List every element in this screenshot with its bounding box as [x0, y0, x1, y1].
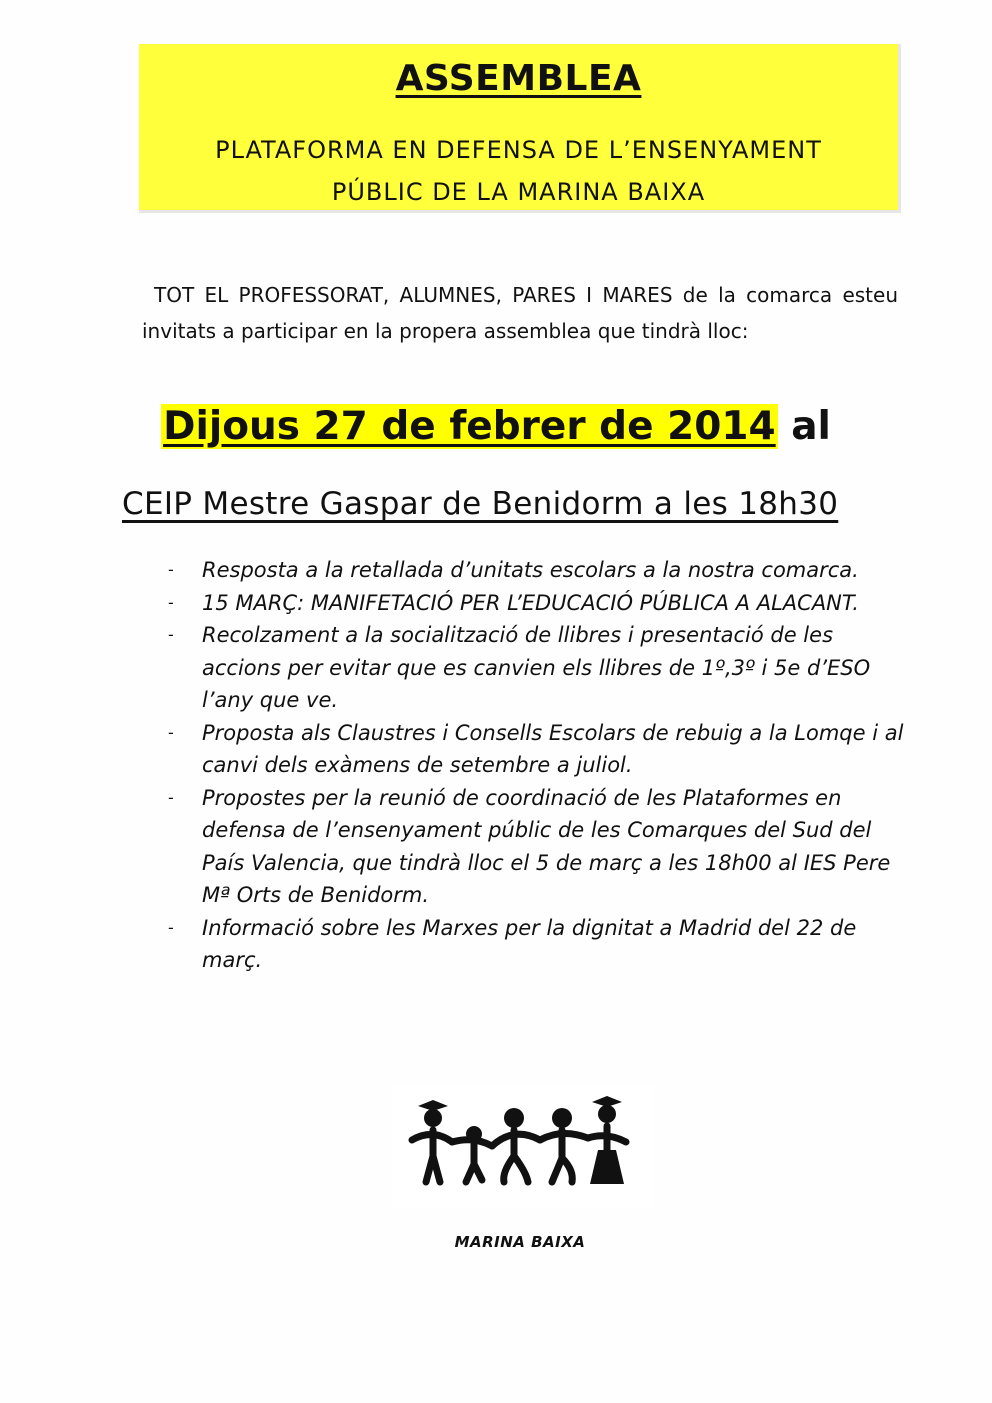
- page-title: ASSEMBLEA: [395, 58, 642, 99]
- agenda-item: [168, 554, 908, 587]
- agenda-item-text: 15 MARÇ: MANIFETACIÓ PER L’EDUCACIÓ PÚBLICA A ALACANT.: [202, 590, 859, 615]
- event-date-suffix: al: [777, 404, 831, 449]
- dash-bullet-icon: -: [168, 917, 174, 937]
- organization-name-line2: PÚBLIC DE LA MARINA BAIXA: [331, 178, 706, 206]
- agenda-item: [168, 587, 908, 620]
- agenda-item: [168, 717, 908, 782]
- dash-bullet-icon: -: [168, 787, 174, 807]
- agenda-item-text: Recolzament a la socialització de llibres i presentació de les accions per evitar que es canvien els llibres de 1º,3º i 5e d’ESO l’any que ve.: [202, 623, 871, 712]
- agenda-item: [168, 619, 908, 717]
- dash-bullet-icon: -: [168, 560, 174, 579]
- organization-name-line1: PLATAFORMA EN DEFENSA DE L’ENSENYAMENT: [215, 136, 822, 164]
- agenda-list: [168, 554, 908, 977]
- dash-bullet-icon: -: [168, 625, 174, 644]
- agenda-item: [168, 912, 908, 977]
- agenda-item-text: Propostes per la reunió de coordinació de les Plataformes en defensa de l’ensenyament públic de les Comarques del Sud del País Valencia, que tindrà lloc el 5 de març a les 18h00 al IES Pere Mª Orts de Benidorm.: [202, 785, 891, 907]
- event-date: Dijous 27 de febrer de 2014: [163, 404, 776, 449]
- footer-region-label: MARINA BAIXA: [454, 1233, 586, 1251]
- dash-bullet-icon: -: [168, 592, 174, 612]
- dash-bullet-icon: -: [168, 722, 174, 742]
- agenda-item: [168, 782, 908, 912]
- agenda-item-text: Informació sobre les Marxes per la dignitat a Madrid del 22 de març.: [202, 915, 857, 972]
- agenda-item-text: Proposta als Claustres i Consells Escolars de rebuig a la Lomqe i al canvi dels exàmens de setembre a juliol.: [202, 720, 904, 777]
- children-holding-hands-logo-icon: [392, 1084, 654, 1208]
- agenda-item-text: Resposta a la retallada d’unitats escolars a la nostra comarca.: [202, 558, 859, 582]
- header-banner: [139, 44, 901, 213]
- intro-paragraph: TOT EL PROFESSORAT, ALUMNES, PARES I MARES de la comarca esteu invitats a participar en la propera assemblea que tindrà lloc:: [142, 283, 898, 343]
- event-date-line: [0, 404, 992, 449]
- event-venue: CEIP Mestre Gaspar de Benidorm a les 18h30: [122, 486, 839, 522]
